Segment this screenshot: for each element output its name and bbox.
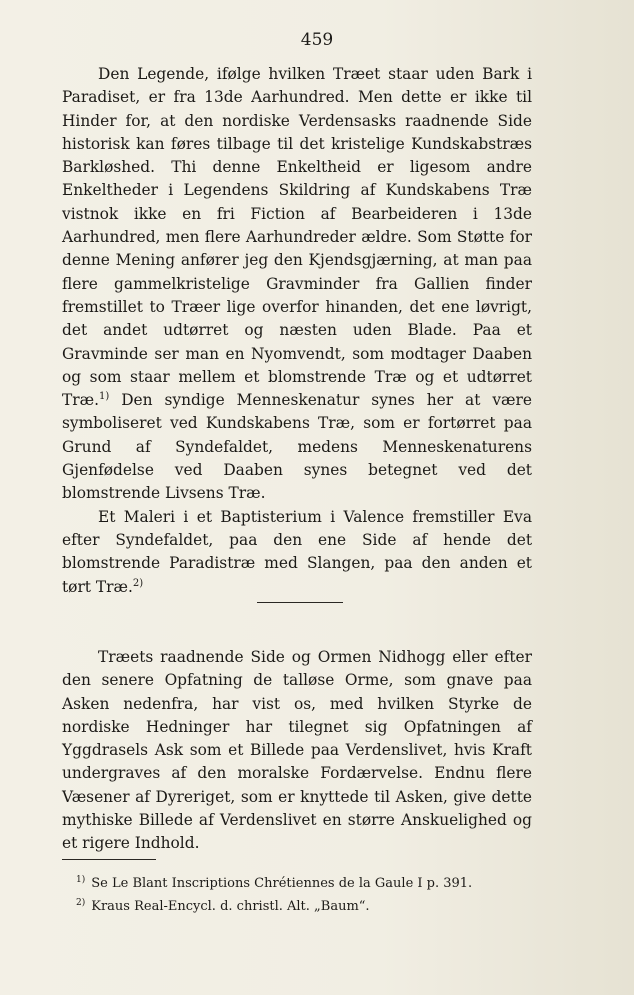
paragraph-1-tail: Den syndige Menneskenatur synes her at være symboliseret ved Kundskabens Træ, som er fortørret paa Grund af Syndefaldet, medens Menneskenaturens Gjenfødelse ved Daaben synes betegnet ved det blomstrende Livsens Træ. <box>62 391 532 503</box>
footnote-ref-1[interactable]: 1) <box>98 391 110 403</box>
paragraph-1-text: Den Legende, ifølge hvilken Træet staar uden Bark i Paradiset, er fra 13de Aarhundred. Men dette er ikke til Hinder for, at den nordiske Verdensasks raadnende Side historisk kan føres tilbage til det kristelige Kundskabstræs Barkløshed. Thi denne Enkeltheid er ligesom andre Enkeltheder i Legendens Skildring af Kundskabens Træ vistnok ikke en fri Fiction af Bearbeideren i 13de Aarhundred, men flere Aarhundreder ældre. Som Støtte for denne Mening anfører jeg den Kjendsgjærning, at man paa flere gammelkristelige Gravminder fra Gallien finder fremstillet to Træer lige overfor hinanden, det ene løvrigt, det andet udtørret og næsten uden Blade. Paa et Gravminde ser man en Nyomvendt, som modtager Daaben og som staar mellem et blomstrende Træ og et udtørret Træ. <box>62 65 532 410</box>
footnotes <box>76 872 536 918</box>
footnote-divider <box>62 859 156 860</box>
section-1 <box>62 63 532 599</box>
footnote-2 <box>76 895 536 918</box>
paragraph-3: Træets raadnende Side og Ormen Nidhogg eller efter den senere Opfatning de talløse Orme, som gnave paa Asken nedenfra, har vist os, med hvilken Styrke de nordiske Hedninger har tilegnet sig Opfatningen af Yggdrasels Ask som et Billede paa Verdenslivet, hvis Kraft undergraves af den moralske Fordærvelse. Endnu flere Væsener af Dyreriget, som er knyttede til Asken, give dette mythiske Billede af Verdenslivet en større Anskuelighed og et rigere Indhold. <box>62 648 532 853</box>
footnote-1-mark: 1) <box>76 874 86 885</box>
footnote-2-text: Kraus Real-Encycl. d. christl. Alt. „Baum“. <box>91 899 370 914</box>
footnote-1 <box>76 872 536 895</box>
section-divider <box>257 602 343 603</box>
footnote-1-text: Se Le Blant Inscriptions Chrétiennes de la Gaule I p. 391. <box>91 876 473 891</box>
footnote-2-mark: 2) <box>76 897 86 908</box>
page-number: 459 <box>300 30 334 50</box>
paragraph-2 <box>62 506 532 599</box>
section-2 <box>62 646 532 856</box>
paragraph-1 <box>62 63 532 506</box>
paragraph-2-text: Et Maleri i et Baptisterium i Valence fremstiller Eva efter Syndefaldet, paa den ene Side af hende det blomstrende Paradistræ med Slangen, paa den anden et tørt Træ. <box>62 507 532 596</box>
footnote-ref-2[interactable]: 2) <box>132 577 144 589</box>
